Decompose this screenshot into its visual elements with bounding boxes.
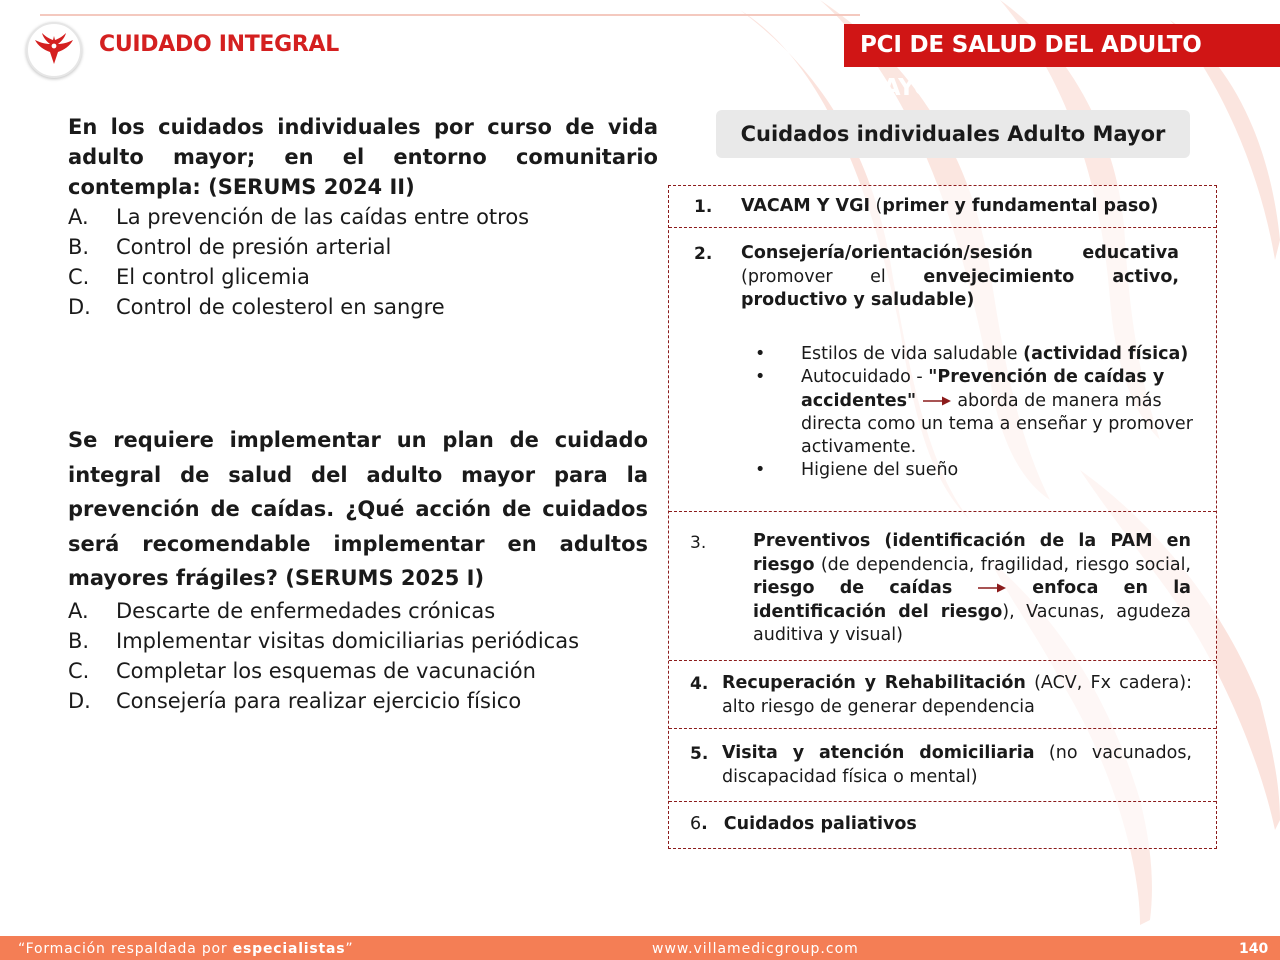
option-letter: B. xyxy=(68,628,90,653)
option-d[interactable] xyxy=(68,686,648,716)
option-text: La prevención de las caídas entre otros xyxy=(116,205,530,229)
row-divider xyxy=(669,660,1216,661)
option-text: Control de presión arterial xyxy=(116,235,392,259)
top-rule xyxy=(40,14,860,16)
option-text: Implementar visitas domiciliarias periódicas xyxy=(116,628,580,653)
option-letter: A. xyxy=(68,205,89,229)
bullet-bold: (actividad física) xyxy=(1023,344,1189,364)
option-text: El control glicemia xyxy=(116,265,310,289)
option-letter: C. xyxy=(68,265,90,289)
option-letter: D. xyxy=(68,295,91,319)
option-b[interactable] xyxy=(68,626,648,656)
item-4-bold: Recuperación y Rehabilitación xyxy=(722,673,1026,693)
bullet-text: Estilos de vida saludable xyxy=(801,344,1024,364)
option-text: Consejería para realizar ejercicio físico xyxy=(116,688,522,713)
brand-title: CUIDADO INTEGRAL xyxy=(99,32,339,57)
question-2 xyxy=(68,423,648,716)
option-text: Completar los esquemas de vacunación xyxy=(116,658,536,683)
option-text: Descarte de enfermedades crónicas xyxy=(116,598,496,623)
item-1-paren: ( xyxy=(869,196,883,216)
bullet-healthy-lifestyle xyxy=(753,343,1203,366)
care-item-2 xyxy=(741,242,1179,313)
item-3-bold-2: riesgo de caídas xyxy=(753,578,953,598)
option-letter: B. xyxy=(68,235,90,259)
item-3-bold-3: enfoca en la identificación del riesgo xyxy=(753,578,1191,622)
care-item-4 xyxy=(722,672,1192,719)
item-3-text: (de dependencia, fragilidad, riesgo social, xyxy=(814,554,1191,575)
item-2-bold: Consejería/orientación/sesión educativa xyxy=(741,243,1179,263)
tagline-bold: especialistas xyxy=(232,941,346,957)
footer-website-link[interactable]: www.villamedicgroup.com xyxy=(652,941,859,957)
option-letter: C. xyxy=(68,658,90,683)
item-3-bold: Preventivos (identificación de la PAM en riesgo xyxy=(753,531,1191,575)
item-5-text: (no vacunados, discapacidad física o mental) xyxy=(722,743,1192,787)
item-4-text: (ACV, Fx cadera): alto riesgo de generar dependencia xyxy=(722,673,1193,717)
item-1-number: 1. xyxy=(694,197,713,217)
tagline-text: “Formación respaldada por xyxy=(18,941,233,957)
item-2-text: (promover el xyxy=(741,266,924,287)
care-list-box xyxy=(668,185,1217,849)
arrow-right-icon xyxy=(977,582,1007,594)
section-banner: PCI DE SALUD DEL ADULTO MAYOR xyxy=(844,24,1280,67)
bullet-sleep-hygiene xyxy=(753,459,1203,482)
option-text: Control de colesterol en sangre xyxy=(116,295,445,319)
option-letter: A. xyxy=(68,598,89,623)
bullet-text: Higiene del sueño xyxy=(801,460,959,481)
option-c[interactable] xyxy=(68,262,658,292)
bullet-self-care xyxy=(753,366,1203,459)
care-item-1 xyxy=(741,195,1201,219)
bullet-text: Autocuidado - xyxy=(801,367,929,388)
footer-bar xyxy=(0,936,1280,960)
option-d[interactable] xyxy=(68,292,658,322)
item-6-number: 6 xyxy=(690,814,702,834)
row-divider xyxy=(669,227,1216,228)
care-item-3 xyxy=(753,530,1191,648)
care-item-6 xyxy=(690,813,1160,837)
footer-tagline xyxy=(18,936,353,960)
item-6-bold: Cuidados paliativos xyxy=(723,814,917,834)
question-1 xyxy=(68,112,658,322)
row-divider xyxy=(669,801,1216,802)
item-2-bold-2: envejecimiento activo, productivo y saludable) xyxy=(741,266,1179,310)
page-number: 140 xyxy=(1239,941,1269,957)
item-5-bold: Visita y atención domiciliaria xyxy=(722,743,1035,763)
care-panel-title: Cuidados individuales Adulto Mayor xyxy=(716,110,1190,158)
question-1-options xyxy=(68,202,658,322)
bullet-text-continued: aborda de manera más directa como un tema a enseñar y promover activamente. xyxy=(801,390,1193,458)
item-3-text-2: ), Vacunas, agudeza auditiva y visual) xyxy=(753,601,1191,645)
bullet-bold: "Prevención de caídas y accidentes" xyxy=(801,367,1165,411)
item-6-dot: . xyxy=(701,814,708,834)
option-letter: D. xyxy=(68,688,91,713)
arrow-right-icon xyxy=(922,395,952,407)
item-3-number: 3. xyxy=(690,533,707,553)
item-1-bold: VACAM Y VGI xyxy=(741,196,870,216)
option-a[interactable] xyxy=(68,202,658,232)
option-b[interactable] xyxy=(68,232,658,262)
brand-logo-icon xyxy=(26,22,82,78)
care-item-5 xyxy=(722,742,1192,789)
item-5-number: 5. xyxy=(690,744,709,764)
item-4-number: 4. xyxy=(690,674,709,694)
tagline-close: ” xyxy=(345,941,354,957)
row-divider xyxy=(669,728,1216,729)
item-2-number: 2. xyxy=(694,244,713,264)
question-2-options xyxy=(68,596,648,716)
question-1-title: En los cuidados individuales por curso de vida adulto mayor; en el entorno comunitario contempla: (SERUMS 2024 II) xyxy=(68,115,658,199)
option-a[interactable] xyxy=(68,596,648,626)
option-c[interactable] xyxy=(68,656,648,686)
question-2-title: Se requiere implementar un plan de cuidado integral de salud del adulto mayor para la prevención de caídas. ¿Qué acción de cuidados será recomendable implementar en adultos mayores frágiles? (SERUMS 2025 I) xyxy=(68,428,648,590)
item-1-bold-2: primer y fundamental paso) xyxy=(882,196,1159,216)
item-2-bullet-list xyxy=(753,343,1203,483)
row-divider xyxy=(669,511,1216,512)
